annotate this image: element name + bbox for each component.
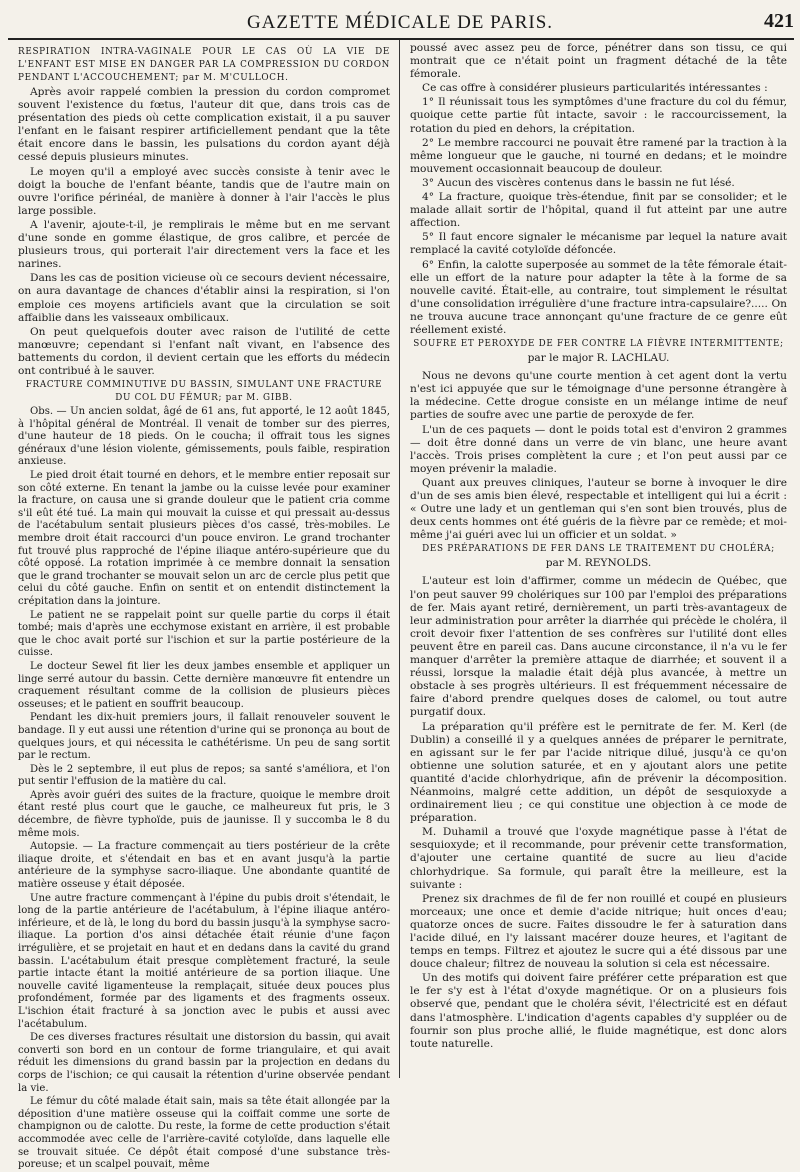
article-title-respiration: RESPIRATION INTRA-VAGINALE POUR LE CAS OÙ LA VIE DE L'ENFANT EST MISE EN DANGER PAR LA COMPRESSION DU CORDON PENDANT L'ACCOUCHEMENT; par M. M'CULLOCH. — [18, 47, 390, 83]
paragraph: L'auteur est loin d'affirmer, comme un médecin de Québec, que l'on peut sauver 99 cholériques sur 100 par l'emploi des préparations de fer. Mais ayant retiré, dernièrement, un parti très-avantageux de leur administration pour arrêter la diarrhée qui précède le choléra, il croit devoir fixer l'attention de ses confrères sur l'utilité dont elles peuvent être en pareil cas. Dans aucune circonstance, il n'a vu le fer manquer d'arrêter la première attaque de diarrhée; et souvent il a réussi, lorsque la maladie était déjà plus avancée, à mettre un obstacle à ses progrès ultérieurs. Il est fréquemment nécessaire de faire d'abord prendre quelques doses de calomel, ou tout autre purgatif doux. — [410, 575, 787, 719]
paragraph: Le pied droit était tourné en dehors, et le membre entier reposait sur son côté externe. En tenant la jambe ou la cuisse levée pour examiner la fracture, on causa une si grande douleur que le patient cria comme s'il eût été tué. La main qui mouvait la cuisse et qui pressait au-dessus de l'acétabulum sentait plusieurs pièces d'os cassé, très-mobiles. Le membre droit était raccourci d'un pouce environ. Le grand trochanter fut trouvé plus rapproché de l'épine iliaque antéro-supérieure que du côté opposé. La rotation imprimée à ce membre donnait la sensation que le grand trochanter se mouvait selon un arc de cercle plus petit que celui du côté gauche. Enfin on sentit et on entendit distinctement la crépitation dans la jointure. — [18, 470, 390, 607]
column-divider — [399, 40, 400, 1078]
paragraph: Nous ne devons qu'une courte mention à cet agent dont la vertu n'est ici appuyée que sur le témoignage d'une personne étrangère à la médecine. Cette drogue consiste en un mélange intime de neuf parties de soufre avec une partie de peroxyde de fer. — [410, 370, 787, 422]
paragraph: 3° Aucun des viscères contenus dans le bassin ne fut lésé. — [422, 176, 735, 189]
paragraph: M. Duhamil a trouvé que l'oxyde magnétique passe à l'état de sesquioxyde; et il recommande, pour prévenir cette transformation, d'ajouter une certaine quantité de sucre au lieu d'acide chlorhydrique. Sa formule, qui paraît être la meilleure, est la suivante : — [410, 826, 787, 891]
paragraph: On peut quelquefois douter avec raison de l'utilité de cette manœuvre; cependant si l'enfant naît vivant, en l'absence des battements du cordon, il devient certain que les efforts du médecin ont contribué à le sauver. — [18, 325, 390, 377]
paragraph: Le docteur Sewel fit lier les deux jambes ensemble et appliquer un linge serré autour du bassin. Cette dernière manœuvre fit entendre un craquement résultant comme de la collision de plusieurs pièces osseuses; et le patient en souffrit beaucoup. — [18, 660, 390, 710]
page-header — [0, 0, 800, 34]
article-author: par M. REYNOLDS. — [545, 557, 652, 570]
paragraph: 5° Il faut encore signaler le mécanisme par lequel la nature avait remplacé la cavité cotyloïde défoncée. — [410, 231, 787, 257]
paragraph: Quant aux preuves cliniques, l'auteur se borne à invoquer le dire d'un de ses amis bien élevé, respectable et intelligent qui lui a écrit : « Outre une lady et un gentleman qui s'en sont bien trouvés, plus de deux cents hommes ont été guéris de la fièvre par ce remède; et moi-même j'ai guéri avec lui un officier et un soldat. » — [410, 476, 787, 542]
paragraph: Obs. — Un ancien soldat, âgé de 61 ans, fut apporté, le 12 août 1845, à l'hôpital général de Montréal. Il venait de tomber sur des pierres, d'une hauteur de 18 pieds. On le coucha; il offrait tous les signes généraux d'une lésion violente, gémissements, pouls faible, respiration anxieuse. — [18, 406, 390, 468]
paragraph: Pendant les dix-huit premiers jours, il fallait renouveler souvent le bandage. Il y eut aussi une rétention d'urine qui se prononça au bout de quelques jours, et qui nécessita le cathétérisme. Un peu de sang sortit par le rectum. — [18, 712, 390, 762]
journal-title: GAZETTE MÉDICALE DE PARIS. — [246, 12, 554, 33]
paragraph: L'un de ces paquets — dont le poids total est d'environ 2 grammes — doit être donné dans un verre de vin blanc, une heure avant l'accès. Trois prises complètent la cure ; et l'on peut aussi par ce moyen prévenir la maladie. — [410, 423, 787, 475]
paragraph: Dès le 2 septembre, il eut plus de repos; sa santé s'améliora, et l'on put sentir l'effusion de la matière du cal. — [18, 763, 390, 788]
paragraph: Autopsie. — La fracture commençait au tiers postérieur de la crête iliaque droite, et s'étendait en bas et en avant jusqu'à la partie antérieure de la symphyse sacro-iliaque. Une abondante quantité de matière osseuse y était déposée. — [18, 841, 390, 891]
paragraph: La préparation qu'il préfère est le pernitrate de fer. M. Kerl (de Dublin) a conseillé il y a quelques années de préparer le pernitrate, en agissant sur le fer par l'acide nitrique dilué, jusqu'à ce qu'on obtienne une solution saturée, et en y ajoutant alors une petite quantité d'acide chlorhydrique, afin de prévenir la décomposition. Néanmoins, malgré cette addition, un dépôt de sesquioxyde a ordinairement lieu ; ce qui constitue une objection à ce mode de préparation. — [410, 720, 787, 825]
right-column — [410, 42, 787, 1078]
article-author: par le major R. LACHLAU. — [527, 352, 670, 365]
article-title-soufre: SOUFRE ET PEROXYDE DE FER CONTRE LA FIÈVRE INTERMITTENTE; — [413, 339, 784, 350]
paragraph: Dans les cas de position vicieuse où ce secours devient nécessaire, on aura davantage de chances d'établir ainsi la respiration, si l'on emploie ces moyens artificiels avant que la circulation se soit affaiblie dans les vaisseaux ombilicaux. — [18, 272, 390, 324]
paragraph: 2° Le membre raccourci ne pouvait être ramené par la traction à la même longueur que le gauche, ni tourné en dedans; et le moindre mouvement occasionnait beaucoup de douleur. — [410, 136, 787, 175]
paragraph: A l'avenir, ajoute-t-il, je remplirais le même but en me servant d'une sonde en gomme élastique, de gros calibre, et percée de plusieurs trous, qui porterait l'air directement vers la face et les narines. — [18, 218, 390, 271]
paragraph: Après avoir guéri des suites de la fracture, quoique le membre droit étant resté plus court que le gauche, ce malheureux fut pris, le 3 décembre, de fièvre typhoïde, puis de jaunisse. Il y succomba le 8 du même mois. — [18, 789, 390, 839]
paragraph: Un des motifs qui doivent faire préférer cette préparation est que le fer s'y est à l'état d'oxyde magnétique. Or on a plusieurs fois observé que, pendant que le choléra sévit, l'électricité est en défaut dans l'atmosphère. L'indication d'agents capables d'y suppléer ou de fournir son plus proche allié, le fluide magnétique, est donc alors toute naturelle. — [410, 972, 787, 1050]
paragraph: Une autre fracture commençant à l'épine du pubis droit s'étendait, le long de la partie antérieure de l'acétabulum, à l'épine iliaque antéro-inférieure, et de là, le long du bord du bassin jusqu'à la symphyse sacro-iliaque. La portion d'os ainsi détachée était réunie d'une façon irrégulière, et se projetait en haut et en dedans dans la cavité du grand bassin. L'acétabulum était presque complètement fracturé, la seule partie intacte étant la moitié antérieure de sa portion iliaque. Une nouvelle cavité ligamenteuse la remplaçait, située deux pouces plus profondément, formée par des ligaments et des fragments osseux. L'ischion était fracturé à sa jonction avec le pubis et aussi avec l'acétabulum. — [18, 892, 390, 1030]
article-title-fer-cholera: DES PRÉPARATIONS DE FER DANS LE TRAITEMENT DU CHOLÉRA; — [422, 544, 775, 555]
page-number: 421 — [764, 10, 794, 32]
article-title-fracture: FRACTURE COMMINUTIVE DU BASSIN, SIMULANT UNE FRACTURE DU COL DU FÉMUR; par M. GIBB. — [25, 380, 383, 404]
paragraph: Prenez six drachmes de fil de fer non rouillé et coupé en plusieurs morceaux; une once et demie d'acide nitrique; huit onces d'eau; quatorze onces de sucre. Faites dissoudre le fer à saturation dans l'acide dilué, en l'y laissant macérer douze heures, et l'agitant de temps en temps. Filtrez et ajoutez le sucre qui a été dissous par une douce chaleur; filtrez de nouveau la solution si cela est nécessaire. — [410, 892, 787, 971]
paragraph: Après avoir rappelé combien la pression du cordon compromet souvent l'existence du fœtus, l'auteur dit que, dans trois cas de présentation des pieds où cette complication existait, il a pu sauver l'enfant en le faisant respirer artificiellement pendant que la tête était encore dans le bassin, les pulsations du cordon ayant déjà cessé depuis plusieurs minutes. — [18, 86, 390, 164]
paragraph: 4° La fracture, quoique très-étendue, finit par se consolider; et le malade allait sortir de l'hôpital, quand il fut atteint par une autre affection. — [410, 191, 787, 230]
paragraph: Ce cas offre à considérer plusieurs particularités intéressantes : — [422, 82, 768, 95]
left-column — [18, 46, 390, 1171]
paragraph: poussé avec assez peu de force, pénétrer dans son tissu, ce qui montrait que ce n'était point un fragment détaché de la tête fémorale. — [410, 42, 787, 81]
paragraph: Le fémur du côté malade était sain, mais sa tête était allongée par la déposition d'une matière osseuse qui la coiffait comme une sorte de champignon ou de calotte. Du reste, la forme de cette production s'était accommodée avec celle de l'arrière-cavité cotyloïde, dans laquelle elle se trouvait située. Ce dépôt était composé d'une substance très-poreuse; et un scalpel pouvait, même — [18, 1096, 390, 1171]
paragraph: 1° Il réunissait tous les symptômes d'une fracture du col du fémur, quoique cette partie fût intacte, savoir : le raccourcissement, la rotation du pied en dehors, la crépitation. — [410, 96, 787, 135]
paragraph: De ces diverses fractures résultait une distorsion du bassin, qui avait converti son bord en un contour de forme triangulaire, et qui avait réduit les dimensions du grand bassin par la projection en dedans du corps de l'ischion; ce qui causait la rétention d'urine observée pendant la vie. — [18, 1032, 390, 1094]
header-rule — [8, 38, 794, 40]
paragraph: Le moyen qu'il a employé avec succès consiste à tenir avec le doigt la bouche de l'enfant béante, tandis que de l'autre main on ouvre l'orifice périnéal, de manière à donner à l'air l'accès le plus large possible. — [18, 165, 390, 217]
paragraph: 6° Enfin, la calotte superposée au sommet de la tête fémorale était-elle un effort de la nature pour adapter la tête à la forme de sa nouvelle cavité. Était-elle, au contraire, tout simplement le résultat d'une consolidation irrégulière d'une fracture intra-capsulaire?..... On ne trouva aucune trace annonçant qu'une fracture de ce genre eût réellement existé. — [410, 258, 787, 336]
paragraph: Le patient ne se rappelait point sur quelle partie du corps il était tombé; mais d'après une ecchymose existant en arrière, il est probable que le choc avait porté sur l'ischion et sur la partie postérieure de la cuisse. — [18, 609, 390, 659]
